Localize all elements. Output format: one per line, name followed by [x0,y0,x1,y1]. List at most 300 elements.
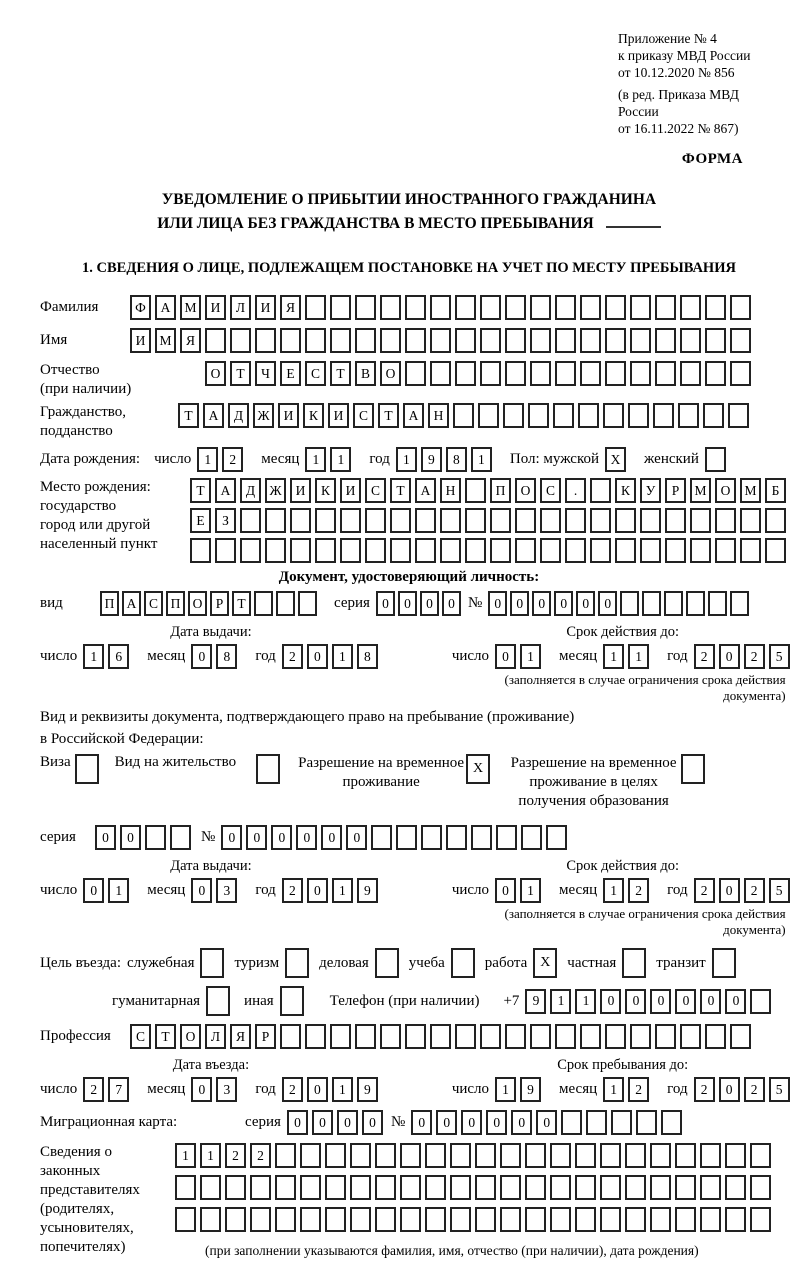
char-cell[interactable] [630,328,651,353]
char-cell[interactable] [620,591,639,616]
char-cell[interactable] [145,825,166,850]
char-cell[interactable] [530,328,551,353]
char-cell[interactable] [440,538,461,563]
char-cell[interactable]: Б [765,478,786,503]
char-cell[interactable]: 8 [357,644,378,669]
char-cell[interactable] [765,508,786,533]
char-cell[interactable]: Ч [255,361,276,386]
purpose-other-checkbox[interactable] [280,986,304,1016]
char-cell[interactable]: Т [190,478,211,503]
char-cell[interactable]: Т [155,1024,176,1049]
char-cell[interactable]: 3 [216,878,237,903]
identity-doc-number-cells[interactable] [488,591,752,616]
char-cell[interactable]: 0 [246,825,267,850]
char-cell[interactable]: 3 [216,1077,237,1102]
char-cell[interactable]: 2 [83,1077,104,1102]
char-cell[interactable] [475,1143,496,1168]
identity-valid-day-cells[interactable] [495,644,545,669]
char-cell[interactable] [625,1143,646,1168]
char-cell[interactable] [380,295,401,320]
char-cell[interactable] [740,538,761,563]
char-cell[interactable] [611,1110,632,1135]
char-cell[interactable] [254,591,273,616]
char-cell[interactable]: 0 [600,989,621,1014]
char-cell[interactable] [665,538,686,563]
char-cell[interactable]: 0 [420,591,439,616]
char-cell[interactable]: 2 [250,1143,271,1168]
char-cell[interactable] [375,1207,396,1232]
char-cell[interactable]: 0 [554,591,573,616]
char-cell[interactable]: 0 [312,1110,333,1135]
char-cell[interactable] [561,1110,582,1135]
char-cell[interactable] [490,508,511,533]
char-cell[interactable]: 0 [362,1110,383,1135]
char-cell[interactable]: Л [205,1024,226,1049]
char-cell[interactable]: 0 [95,825,116,850]
representatives-row2-cells[interactable] [175,1175,775,1200]
char-cell[interactable] [580,328,601,353]
char-cell[interactable]: 9 [357,878,378,903]
char-cell[interactable] [655,295,676,320]
char-cell[interactable] [455,328,476,353]
char-cell[interactable] [655,361,676,386]
char-cell[interactable] [565,508,586,533]
char-cell[interactable]: 2 [628,878,649,903]
stay-until-year-cells[interactable] [694,1077,794,1102]
char-cell[interactable] [265,538,286,563]
char-cell[interactable] [480,1024,501,1049]
char-cell[interactable] [471,825,492,850]
char-cell[interactable]: К [315,478,336,503]
char-cell[interactable] [350,1143,371,1168]
char-cell[interactable] [305,295,326,320]
entry-date-year-cells[interactable] [282,1077,382,1102]
char-cell[interactable]: С [144,591,163,616]
char-cell[interactable]: 1 [550,989,571,1014]
char-cell[interactable]: К [303,403,324,428]
char-cell[interactable]: 1 [603,878,624,903]
residence-issue-day-cells[interactable] [83,878,133,903]
char-cell[interactable]: 1 [332,1077,353,1102]
char-cell[interactable] [664,591,683,616]
char-cell[interactable]: 1 [396,447,417,472]
identity-doc-kind-cells[interactable] [100,591,320,616]
identity-issue-year-cells[interactable] [282,644,382,669]
residence-valid-day-cells[interactable] [495,878,545,903]
char-cell[interactable]: Н [440,478,461,503]
char-cell[interactable] [446,825,467,850]
char-cell[interactable] [450,1143,471,1168]
char-cell[interactable] [575,1207,596,1232]
char-cell[interactable] [430,1024,451,1049]
char-cell[interactable] [680,295,701,320]
char-cell[interactable] [505,295,526,320]
char-cell[interactable]: 0 [191,878,212,903]
char-cell[interactable]: И [278,403,299,428]
char-cell[interactable] [580,295,601,320]
char-cell[interactable]: О [180,1024,201,1049]
char-cell[interactable]: 1 [197,447,218,472]
char-cell[interactable] [725,1207,746,1232]
char-cell[interactable] [515,538,536,563]
char-cell[interactable] [700,1143,721,1168]
char-cell[interactable] [700,1207,721,1232]
char-cell[interactable] [250,1207,271,1232]
char-cell[interactable] [400,1175,421,1200]
char-cell[interactable]: Р [255,1024,276,1049]
char-cell[interactable] [565,538,586,563]
char-cell[interactable]: 0 [398,591,417,616]
char-cell[interactable] [521,825,542,850]
char-cell[interactable]: О [515,478,536,503]
char-cell[interactable] [300,1175,321,1200]
char-cell[interactable]: М [690,478,711,503]
char-cell[interactable]: 7 [108,1077,129,1102]
birth-place-row3-cells[interactable] [190,538,790,563]
char-cell[interactable] [628,403,649,428]
char-cell[interactable]: А [403,403,424,428]
char-cell[interactable]: З [215,508,236,533]
char-cell[interactable]: 9 [421,447,442,472]
char-cell[interactable] [500,1175,521,1200]
char-cell[interactable] [440,508,461,533]
char-cell[interactable] [730,1024,751,1049]
char-cell[interactable] [450,1207,471,1232]
char-cell[interactable] [400,1143,421,1168]
char-cell[interactable]: А [415,478,436,503]
char-cell[interactable]: 0 [719,1077,740,1102]
representatives-row1-cells[interactable] [175,1143,775,1168]
char-cell[interactable] [290,538,311,563]
char-cell[interactable] [305,1024,326,1049]
identity-valid-year-cells[interactable] [694,644,794,669]
char-cell[interactable] [455,295,476,320]
char-cell[interactable] [546,825,567,850]
char-cell[interactable] [515,508,536,533]
char-cell[interactable]: С [365,478,386,503]
char-cell[interactable] [430,295,451,320]
char-cell[interactable]: 5 [769,644,790,669]
char-cell[interactable] [340,508,361,533]
char-cell[interactable] [465,478,486,503]
char-cell[interactable]: 1 [603,1077,624,1102]
first-name-cells[interactable] [130,328,755,353]
char-cell[interactable] [450,1175,471,1200]
char-cell[interactable] [600,1207,621,1232]
char-cell[interactable]: Т [232,591,251,616]
char-cell[interactable] [225,1175,246,1200]
char-cell[interactable]: 0 [719,878,740,903]
visa-checkbox[interactable] [75,754,99,784]
char-cell[interactable] [215,538,236,563]
char-cell[interactable] [640,538,661,563]
char-cell[interactable] [730,361,751,386]
char-cell[interactable]: 5 [769,878,790,903]
char-cell[interactable]: 0 [337,1110,358,1135]
purpose-official-checkbox[interactable] [200,948,224,978]
char-cell[interactable] [575,1175,596,1200]
char-cell[interactable] [421,825,442,850]
purpose-transit-checkbox[interactable] [712,948,736,978]
char-cell[interactable] [475,1175,496,1200]
char-cell[interactable]: О [380,361,401,386]
char-cell[interactable]: 1 [332,878,353,903]
char-cell[interactable] [405,361,426,386]
char-cell[interactable] [700,1175,721,1200]
char-cell[interactable] [680,361,701,386]
char-cell[interactable]: 0 [532,591,551,616]
char-cell[interactable]: 9 [520,1077,541,1102]
char-cell[interactable]: 2 [282,878,303,903]
char-cell[interactable] [390,538,411,563]
residence-permit-checkbox[interactable] [256,754,280,784]
char-cell[interactable]: К [615,478,636,503]
char-cell[interactable] [553,403,574,428]
char-cell[interactable] [690,538,711,563]
residence-issue-year-cells[interactable] [282,878,382,903]
char-cell[interactable] [555,328,576,353]
char-cell[interactable] [230,328,251,353]
char-cell[interactable] [636,1110,657,1135]
char-cell[interactable] [170,825,191,850]
char-cell[interactable] [275,1207,296,1232]
purpose-humanitarian-checkbox[interactable] [206,986,230,1016]
char-cell[interactable] [500,1143,521,1168]
birth-day-cells[interactable] [197,447,247,472]
char-cell[interactable]: О [715,478,736,503]
char-cell[interactable]: 0 [436,1110,457,1135]
char-cell[interactable]: В [355,361,376,386]
char-cell[interactable]: 2 [694,644,715,669]
char-cell[interactable] [730,295,751,320]
temp-residence-checkbox[interactable]: X [466,754,490,784]
char-cell[interactable]: М [155,328,176,353]
char-cell[interactable] [298,591,317,616]
char-cell[interactable] [540,538,561,563]
char-cell[interactable] [555,295,576,320]
purpose-private-checkbox[interactable] [622,948,646,978]
patronymic-cells[interactable] [205,361,755,386]
residence-valid-year-cells[interactable] [694,878,794,903]
char-cell[interactable]: 0 [625,989,646,1014]
char-cell[interactable] [475,1207,496,1232]
purpose-work-checkbox[interactable]: X [533,948,557,978]
char-cell[interactable] [555,361,576,386]
char-cell[interactable] [530,1024,551,1049]
residence-number-cells[interactable] [221,825,571,850]
char-cell[interactable] [550,1143,571,1168]
char-cell[interactable]: 0 [536,1110,557,1135]
char-cell[interactable] [265,508,286,533]
char-cell[interactable]: 5 [769,1077,790,1102]
char-cell[interactable] [325,1143,346,1168]
char-cell[interactable] [625,1207,646,1232]
char-cell[interactable]: 1 [83,644,104,669]
char-cell[interactable] [530,361,551,386]
temp-residence-education-checkbox[interactable] [681,754,705,784]
char-cell[interactable]: 0 [511,1110,532,1135]
char-cell[interactable] [630,361,651,386]
char-cell[interactable] [730,328,751,353]
gender-female-checkbox[interactable] [705,447,726,472]
char-cell[interactable] [675,1143,696,1168]
char-cell[interactable] [555,1024,576,1049]
char-cell[interactable] [505,361,526,386]
char-cell[interactable] [315,508,336,533]
char-cell[interactable] [275,1175,296,1200]
char-cell[interactable] [703,403,724,428]
char-cell[interactable] [680,328,701,353]
char-cell[interactable] [730,591,749,616]
char-cell[interactable] [650,1175,671,1200]
char-cell[interactable] [430,328,451,353]
birth-year-cells[interactable] [396,447,496,472]
char-cell[interactable]: С [130,1024,151,1049]
char-cell[interactable] [550,1207,571,1232]
char-cell[interactable]: Т [178,403,199,428]
char-cell[interactable]: 9 [357,1077,378,1102]
char-cell[interactable] [615,538,636,563]
char-cell[interactable] [405,295,426,320]
char-cell[interactable] [490,538,511,563]
char-cell[interactable] [705,361,726,386]
identity-doc-series-cells[interactable] [376,591,464,616]
char-cell[interactable]: 1 [108,878,129,903]
char-cell[interactable]: П [100,591,119,616]
char-cell[interactable]: А [215,478,236,503]
char-cell[interactable] [575,1143,596,1168]
char-cell[interactable] [603,403,624,428]
char-cell[interactable] [530,295,551,320]
char-cell[interactable] [400,1207,421,1232]
char-cell[interactable] [480,328,501,353]
char-cell[interactable] [390,508,411,533]
char-cell[interactable]: 0 [296,825,317,850]
char-cell[interactable]: 0 [83,878,104,903]
char-cell[interactable] [505,1024,526,1049]
char-cell[interactable] [605,1024,626,1049]
char-cell[interactable] [642,591,661,616]
char-cell[interactable]: 0 [650,989,671,1014]
char-cell[interactable]: 8 [446,447,467,472]
entry-date-day-cells[interactable] [83,1077,133,1102]
char-cell[interactable]: 0 [376,591,395,616]
char-cell[interactable] [715,538,736,563]
char-cell[interactable]: 0 [442,591,461,616]
char-cell[interactable] [655,1024,676,1049]
char-cell[interactable] [740,508,761,533]
char-cell[interactable] [590,508,611,533]
char-cell[interactable]: А [155,295,176,320]
char-cell[interactable] [540,508,561,533]
char-cell[interactable] [300,1207,321,1232]
char-cell[interactable] [325,1175,346,1200]
char-cell[interactable] [190,538,211,563]
char-cell[interactable] [425,1175,446,1200]
char-cell[interactable] [455,361,476,386]
char-cell[interactable]: С [353,403,374,428]
char-cell[interactable] [280,1024,301,1049]
char-cell[interactable] [503,403,524,428]
char-cell[interactable]: 0 [221,825,242,850]
char-cell[interactable]: Н [428,403,449,428]
stay-until-day-cells[interactable] [495,1077,545,1102]
char-cell[interactable]: 0 [191,1077,212,1102]
char-cell[interactable]: Е [190,508,211,533]
char-cell[interactable] [380,1024,401,1049]
char-cell[interactable]: И [255,295,276,320]
birth-place-row2-cells[interactable] [190,508,790,533]
char-cell[interactable] [630,1024,651,1049]
char-cell[interactable]: 0 [576,591,595,616]
phone-cells[interactable] [525,989,775,1014]
char-cell[interactable]: И [205,295,226,320]
char-cell[interactable] [350,1175,371,1200]
char-cell[interactable]: 0 [598,591,617,616]
char-cell[interactable] [250,1175,271,1200]
char-cell[interactable] [525,1207,546,1232]
char-cell[interactable]: 0 [510,591,529,616]
char-cell[interactable] [750,989,771,1014]
residence-issue-month-cells[interactable] [191,878,241,903]
char-cell[interactable] [705,295,726,320]
purpose-business-checkbox[interactable] [375,948,399,978]
char-cell[interactable] [750,1207,771,1232]
char-cell[interactable] [425,1207,446,1232]
char-cell[interactable] [380,328,401,353]
char-cell[interactable] [205,328,226,353]
char-cell[interactable] [496,825,517,850]
char-cell[interactable]: 1 [175,1143,196,1168]
char-cell[interactable]: 0 [719,644,740,669]
char-cell[interactable]: 0 [675,989,696,1014]
char-cell[interactable]: Л [230,295,251,320]
gender-male-checkbox[interactable]: X [605,447,626,472]
char-cell[interactable] [325,1207,346,1232]
char-cell[interactable]: Я [280,295,301,320]
char-cell[interactable]: П [490,478,511,503]
char-cell[interactable] [525,1175,546,1200]
char-cell[interactable] [605,361,626,386]
char-cell[interactable]: 0 [488,591,507,616]
birth-month-cells[interactable] [305,447,355,472]
char-cell[interactable] [280,328,301,353]
char-cell[interactable] [175,1175,196,1200]
entry-date-month-cells[interactable] [191,1077,241,1102]
char-cell[interactable]: 9 [525,989,546,1014]
surname-cells[interactable] [130,295,755,320]
char-cell[interactable]: Т [378,403,399,428]
char-cell[interactable] [653,403,674,428]
char-cell[interactable] [405,328,426,353]
char-cell[interactable] [453,403,474,428]
char-cell[interactable]: 2 [694,1077,715,1102]
char-cell[interactable] [600,1175,621,1200]
citizenship-cells[interactable] [178,403,753,428]
char-cell[interactable]: 2 [744,644,765,669]
char-cell[interactable]: 0 [725,989,746,1014]
char-cell[interactable] [578,403,599,428]
char-cell[interactable]: 1 [603,644,624,669]
char-cell[interactable]: 1 [471,447,492,472]
char-cell[interactable]: Ж [265,478,286,503]
char-cell[interactable]: 1 [332,644,353,669]
migration-card-number-cells[interactable] [411,1110,686,1135]
char-cell[interactable] [528,403,549,428]
char-cell[interactable]: . [565,478,586,503]
char-cell[interactable]: 2 [222,447,243,472]
char-cell[interactable] [655,328,676,353]
